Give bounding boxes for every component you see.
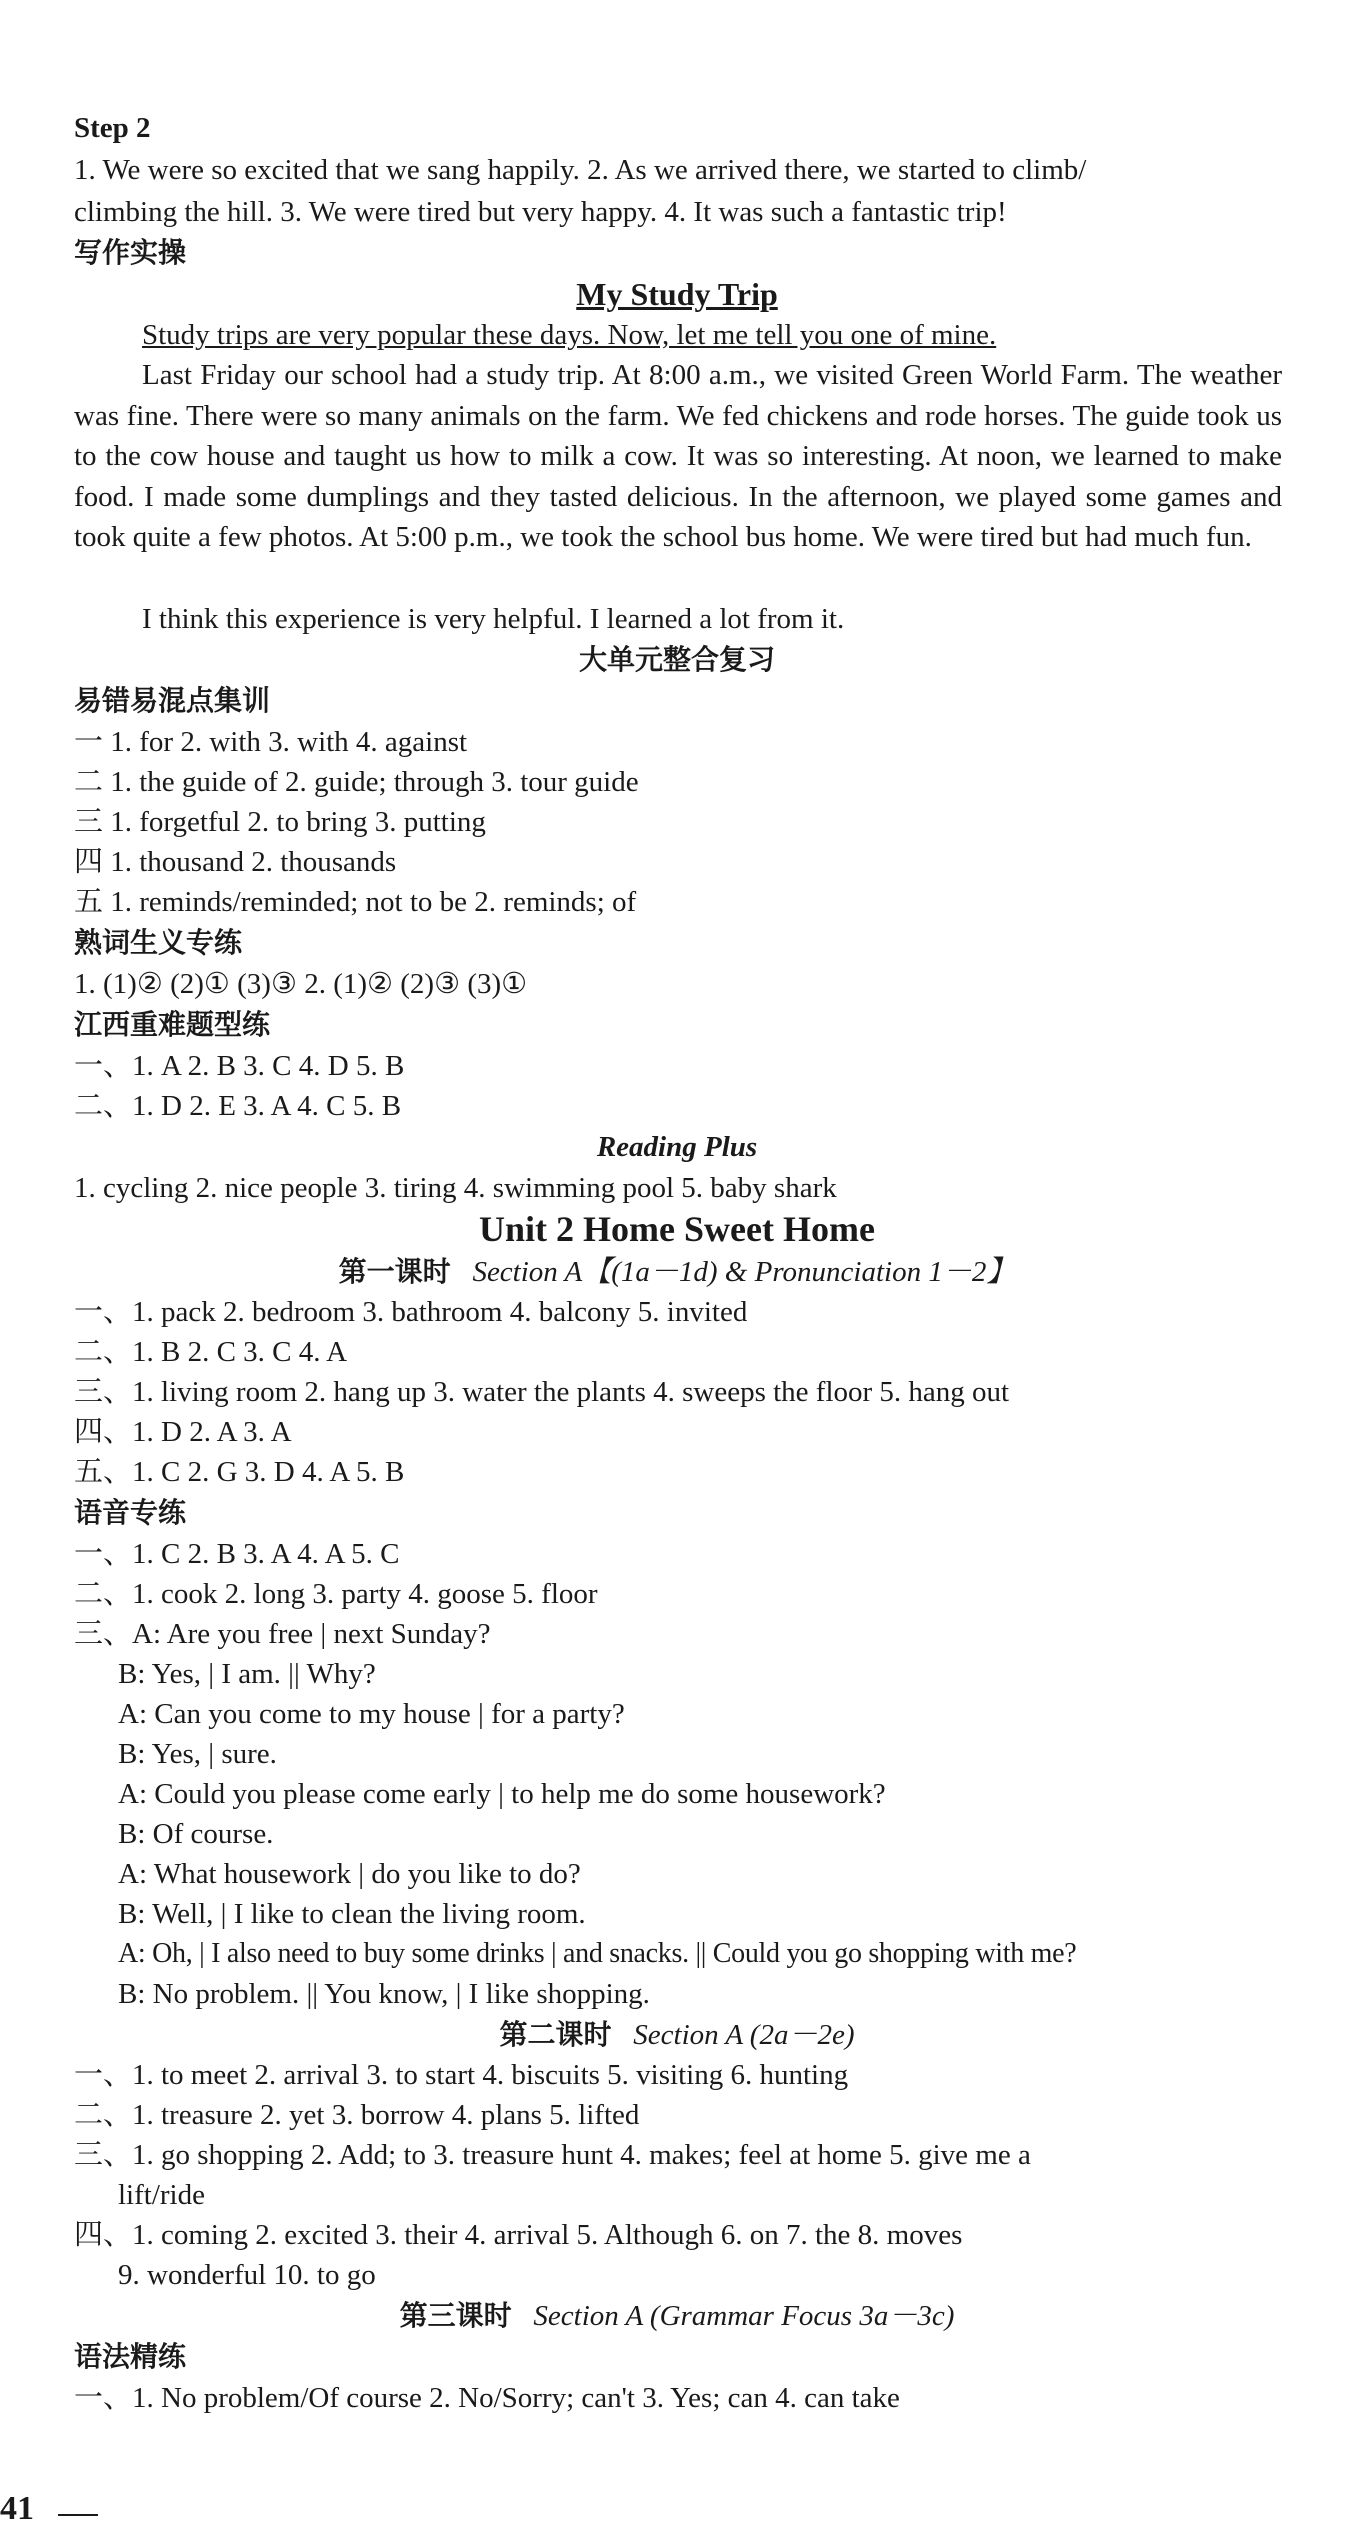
- grammar-heading: 语法精练: [74, 2340, 187, 2373]
- lesson3-heading-en: Section A (Grammar Focus 3a－3c): [533, 2300, 955, 2332]
- lesson1-heading-en: Section A【(1a－1d) & Pronunciation 1－2】: [472, 1256, 1016, 1288]
- lesson2-heading-en: Section A (2a－2e): [633, 2019, 855, 2051]
- jiangxi-heading: 江西重难题型练: [74, 1008, 271, 1041]
- lesson2-line: 三、1. go shopping 2. Add; to 3. treasure hunt 4. makes; feel at home 5. give me a: [74, 2139, 1031, 2171]
- dialogue-line: B: Yes, | I am. || Why?: [118, 1658, 376, 1690]
- mistakes-line: 二 1. the guide of 2. guide; through 3. tour guide: [74, 766, 639, 798]
- dialogue-line: B: No problem. || You know, | I like shopping.: [118, 1978, 650, 2010]
- reading-plus-line: 1. cycling 2. nice people 3. tiring 4. swimming pool 5. baby shark: [74, 1172, 837, 1204]
- reading-plus-heading: Reading Plus: [596, 1131, 758, 1163]
- step2-line-2: climbing the hill. 3. We were tired but very happy. 4. It was such a fantastic trip!: [74, 196, 1007, 228]
- phonics-heading: 语音专练: [74, 1496, 187, 1529]
- lesson1-line: 五、1. C 2. G 3. D 4. A 5. B: [74, 1456, 405, 1488]
- dialogue-line: 三、A: Are you free | next Sunday?: [74, 1618, 491, 1650]
- essay-body: Last Friday our school had a study trip. At 8:00 a.m., we visited Green World Farm. The weather was fine. There were so many animals on the farm. We fed chickens and rode horses. The guide took us to the cow house and taught us how to milk a cow. It was so interesting. At noon, we learned to make food. I made some dumplings and they tasted delicious. In the afternoon, we played some games and took quite a few photos. At 5:00 p.m., we took the school bus home. We were tired but had much fun.: [74, 359, 1282, 553]
- page-number-dash: [58, 2514, 98, 2516]
- essay-title-wrap: [0, 274, 1354, 316]
- dialogue-line: B: Yes, | sure.: [118, 1738, 277, 1770]
- lesson2-line: 四、1. coming 2. excited 3. their 4. arrival 5. Although 6. on 7. the 8. moves: [74, 2219, 963, 2251]
- essay-intro-wrap: [142, 315, 1314, 355]
- jiangxi-line: 二、1. D 2. E 3. A 4. C 5. B: [74, 1090, 402, 1122]
- mistakes-heading: 易错易混点集训: [74, 684, 271, 717]
- dialogue-line: A: Could you please come early | to help me do some housework?: [118, 1778, 886, 1810]
- phonics-line: 一、1. C 2. B 3. A 4. A 5. C: [74, 1538, 400, 1570]
- lesson2-line: 9. wonderful 10. to go: [118, 2259, 376, 2291]
- dialogue-line: B: Of course.: [118, 1818, 274, 1850]
- lesson3-heading: [0, 2296, 1354, 2336]
- step2-heading: Step 2: [74, 112, 151, 144]
- unit-title-wrap: [0, 1206, 1354, 1255]
- phonics-line: 二、1. cook 2. long 3. party 4. goose 5. floor: [74, 1578, 598, 1610]
- grammar-line: 一、1. No problem/Of course 2. No/Sorry; can't 3. Yes; can 4. can take: [74, 2382, 900, 2414]
- dialogue-line: A: What housework | do you like to do?: [118, 1858, 581, 1890]
- writing-heading: 写作实操: [74, 236, 187, 269]
- lesson1-line: 四、1. D 2. A 3. A: [74, 1416, 292, 1448]
- mistakes-line: 四 1. thousand 2. thousands: [74, 846, 397, 878]
- dialogue-line: B: Well, | I like to clean the living room.: [118, 1898, 586, 1930]
- mistakes-line: 一 1. for 2. with 3. with 4. against: [74, 726, 468, 758]
- lesson1-heading: [0, 1252, 1354, 1292]
- lesson2-line: 一、1. to meet 2. arrival 3. to start 4. biscuits 5. visiting 6. hunting: [74, 2059, 849, 2091]
- lesson3-heading-cn: 第三课时: [399, 2299, 512, 2332]
- lesson1-heading-cn: 第一课时: [338, 1255, 451, 1288]
- unit-title: Unit 2 Home Sweet Home: [479, 1209, 875, 1249]
- essay-title: My Study Trip: [576, 276, 778, 312]
- essay-closing: I think this experience is very helpful. I learned a lot from it.: [142, 603, 845, 635]
- review-heading: 大单元整合复习: [578, 643, 775, 676]
- familiar-heading: 熟词生义专练: [74, 926, 243, 959]
- step2-line-1: 1. We were so excited that we sang happily. 2. As we arrived there, we started to climb/: [74, 154, 1087, 186]
- lesson1-line: 一、1. pack 2. bedroom 3. bathroom 4. balcony 5. invited: [74, 1296, 748, 1328]
- dialogue-line: A: Oh, | I also need to buy some drinks | and snacks. || Could you go shopping with me?: [118, 1938, 1077, 1969]
- lesson1-line: 三、1. living room 2. hang up 3. water the plants 4. sweeps the floor 5. hang out: [74, 1376, 1010, 1408]
- familiar-line: 1. (1)② (2)① (3)③ 2. (1)② (2)③ (3)①: [74, 968, 528, 1000]
- dialogue-line: A: Can you come to my house | for a party?: [118, 1698, 625, 1730]
- mistakes-line: 五 1. reminds/reminded; not to be 2. reminds; of: [74, 886, 637, 918]
- lesson2-line: 二、1. treasure 2. yet 3. borrow 4. plans 5. lifted: [74, 2099, 640, 2131]
- jiangxi-line: 一、1. A 2. B 3. C 4. D 5. B: [74, 1050, 405, 1082]
- lesson2-line: lift/ride: [118, 2179, 205, 2211]
- essay-intro: Study trips are very popular these days. Now, let me tell you one of mine.: [142, 319, 997, 351]
- page-number: 41: [0, 2490, 34, 2527]
- lesson2-heading: [0, 2015, 1354, 2055]
- lesson1-line: 二、1. B 2. C 3. C 4. A: [74, 1336, 348, 1368]
- mistakes-line: 三 1. forgetful 2. to bring 3. putting: [74, 806, 486, 838]
- lesson2-heading-cn: 第二课时: [499, 2018, 612, 2051]
